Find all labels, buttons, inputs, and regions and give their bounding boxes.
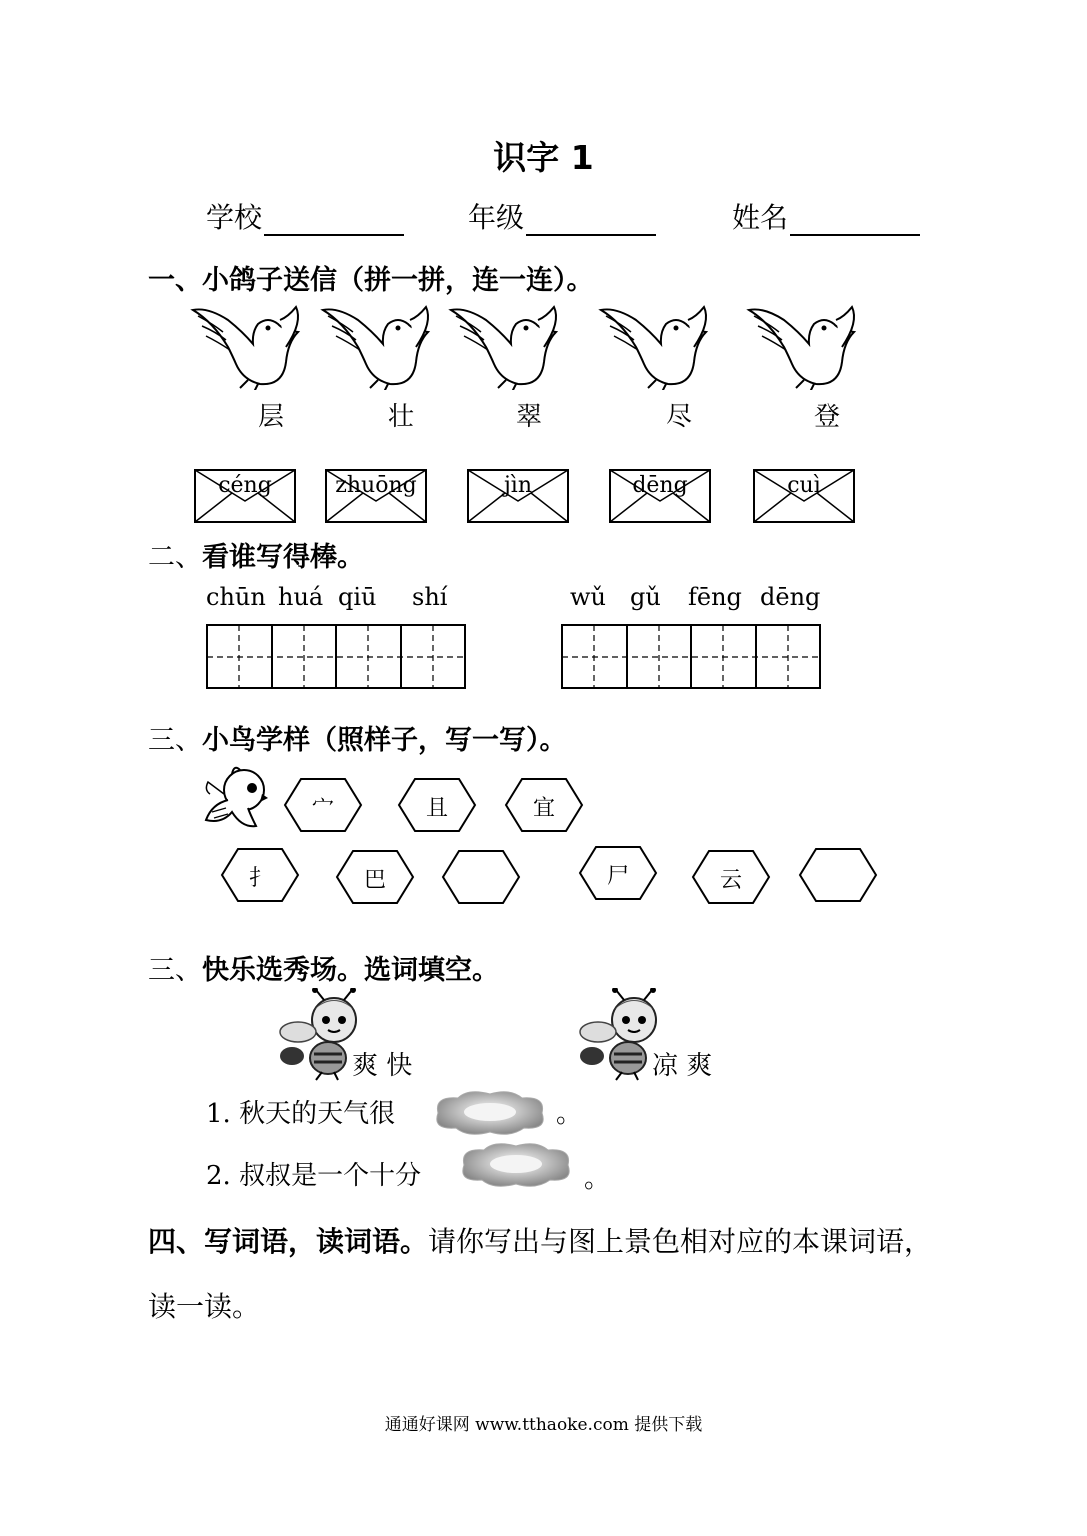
char-3: 翠 [516, 402, 543, 432]
hexagon-text: 宀 [311, 796, 334, 821]
envelope-pinyin: cuì [787, 473, 821, 498]
pinyin-right-1: wǔ [570, 583, 606, 611]
dove-icon [601, 307, 706, 390]
section-2-number: 二、 [148, 542, 202, 573]
word-choice-left: 爽 快 [352, 1051, 413, 1081]
section-2-title: 看谁写得棒。 [202, 542, 364, 573]
envelope-4[interactable] [609, 469, 711, 523]
name-blank[interactable] [790, 206, 920, 236]
section-4-heading [148, 948, 499, 987]
hexagon-6[interactable] [441, 849, 521, 905]
school-blank[interactable] [264, 206, 404, 236]
pinyin-left-3: qiū [338, 583, 377, 611]
dove-icon [451, 307, 556, 390]
hexagon-shape [441, 849, 521, 905]
section-5-title: 四、写词语，读词语。 [148, 1225, 429, 1258]
writing-grid-right[interactable] [561, 624, 823, 691]
pinyin-right-2: gǔ [630, 583, 661, 611]
hexagon-text: 云 [719, 868, 742, 893]
dove-icon [193, 307, 298, 390]
envelope-1[interactable] [194, 469, 296, 523]
writing-grid-left[interactable] [206, 624, 468, 691]
hexagon-2[interactable] [397, 777, 477, 833]
sentence-1-end: 。 [556, 1099, 583, 1129]
envelope-2[interactable] [325, 469, 427, 523]
char-1: 层 [258, 402, 285, 432]
section-3-number: 三、 [148, 725, 202, 756]
hexagon-1[interactable] [283, 777, 363, 833]
section-1-heading [148, 258, 594, 297]
footer-credit: 通通好课网 www.tthaoke.com 提供下载 [384, 1415, 703, 1435]
envelope-pinyin: dēng [632, 473, 688, 498]
envelope-pinyin: zhuōng [335, 473, 417, 498]
hexagon-text: 且 [425, 796, 448, 821]
pinyin-left-2: huá [278, 583, 324, 611]
pinyin-left-4: shí [412, 583, 448, 611]
bird-icon [202, 764, 268, 836]
grade-label: 年级 [468, 201, 525, 234]
hexagon-text: 扌 [248, 866, 271, 891]
name-field[interactable] [732, 196, 920, 236]
hexagon-shape [798, 847, 878, 903]
hexagon-text: 尸 [606, 864, 629, 889]
char-5: 登 [814, 402, 841, 432]
hexagon-4[interactable] [220, 847, 300, 903]
pinyin-right-3: fēng [688, 583, 742, 611]
grade-field[interactable] [468, 196, 656, 236]
hexagon-text: 宜 [532, 796, 555, 821]
name-label: 姓名 [732, 201, 789, 234]
section-1-title: 小鸽子送信（拼一拼，连一连）。 [202, 265, 594, 296]
dove-icon [323, 307, 428, 390]
envelope-5[interactable] [753, 469, 855, 523]
hexagon-text: 巴 [363, 868, 386, 893]
hexagon-5[interactable] [335, 849, 415, 905]
pinyin-right-4: dēng [760, 583, 821, 611]
section-2-heading [148, 535, 364, 574]
hexagon-9[interactable] [798, 847, 878, 903]
flower-blank-2[interactable] [454, 1140, 576, 1188]
section-4-title: 快乐选秀场。选词填空。 [202, 955, 499, 986]
section-1-number: 一、 [148, 265, 202, 296]
sentence-1: 1. 秋天的天气很 [206, 1099, 396, 1129]
hexagon-8[interactable] [691, 849, 771, 905]
pinyin-left-1: chūn [206, 583, 266, 611]
section-3-title: 小鸟学样（照样子，写一写）。 [202, 725, 567, 756]
hexagon-3[interactable] [504, 777, 584, 833]
section-5-heading [148, 1220, 932, 1260]
section-3-heading [148, 718, 567, 757]
char-2: 壮 [388, 402, 415, 432]
flower-blank-1[interactable] [428, 1088, 550, 1136]
page-title: 识字 1 [493, 138, 594, 177]
envelope-3[interactable] [467, 469, 569, 523]
envelope-pinyin: jìn [503, 473, 533, 498]
section-5-text: 请你写出与图上景色相对应的本课词语， [428, 1225, 933, 1258]
hexagon-7[interactable] [578, 845, 658, 901]
doves-row [0, 300, 1087, 390]
sentence-2-end: 。 [584, 1164, 611, 1194]
char-4: 尽 [666, 402, 693, 432]
section-4-number: 三、 [148, 955, 202, 986]
school-field[interactable] [206, 196, 404, 236]
section-5-text-2: 读一读。 [148, 1290, 261, 1323]
school-label: 学校 [206, 201, 263, 234]
envelope-pinyin: céng [218, 473, 272, 498]
word-choice-right: 凉 爽 [652, 1051, 713, 1081]
grade-blank[interactable] [526, 206, 656, 236]
dove-icon [749, 307, 854, 390]
sentence-2: 2. 叔叔是一个十分 [206, 1161, 422, 1191]
